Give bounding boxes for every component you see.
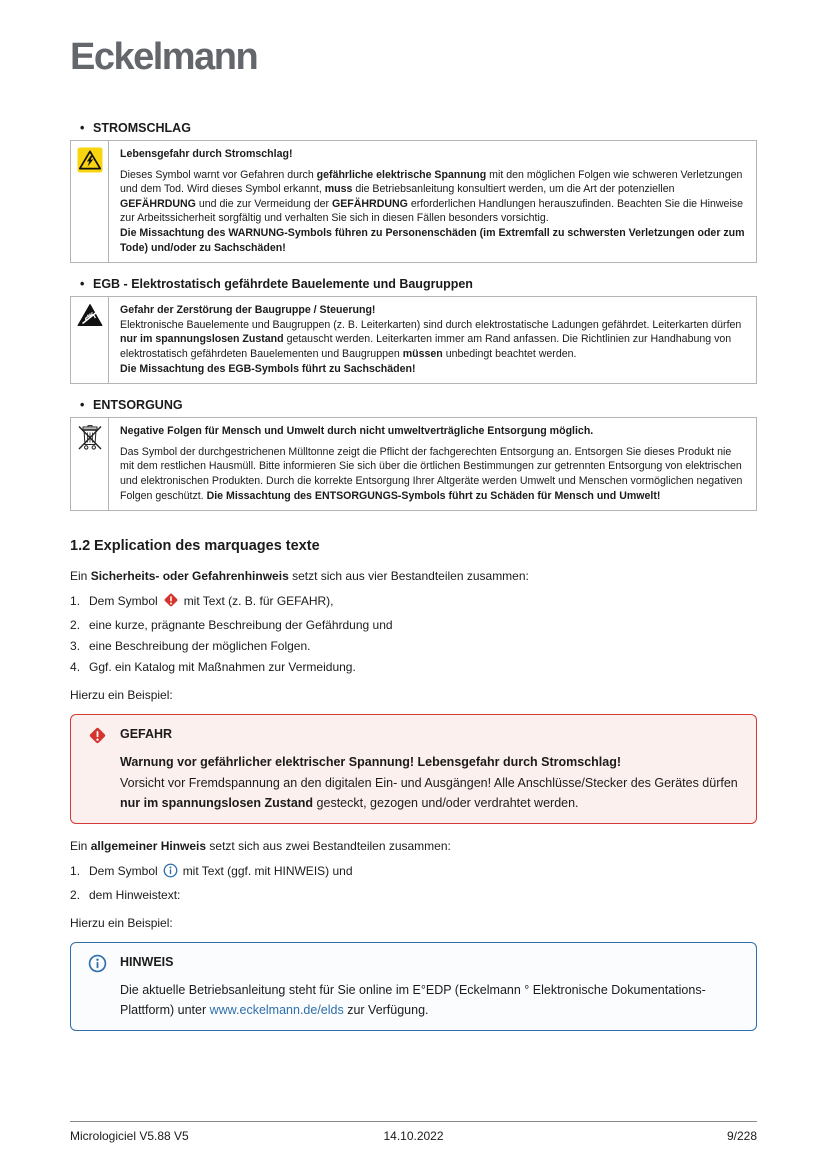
warning-box-stromschlag — [70, 140, 757, 263]
section-heading-egb: • EGB - Elektrostatisch gefährdete Bauelemente und Baugruppen — [80, 277, 757, 291]
danger-diamond-icon — [88, 726, 107, 745]
footer-document-version: Micrologiciel V5.88 V5 — [70, 1129, 189, 1143]
list-item: Ggf. ein Katalog mit Maßnahmen zur Vermeidung. — [89, 660, 356, 675]
hinweis-content — [120, 954, 738, 1021]
weee-crossed-bin-icon — [77, 424, 103, 457]
warning-icon-cell — [71, 297, 109, 383]
hinweis-title: HINWEIS — [120, 954, 174, 969]
safety-intro-paragraph: Ein Sicherheits- oder Gefahrenhinweis setzt sich aus vier Bestandteilen zusammen: — [70, 569, 529, 584]
general-intro-paragraph: Ein allgemeiner Hinweis setzt sich aus zwei Bestandteilen zusammen: — [70, 838, 451, 853]
warning-title: Gefahr der Zerstörung der Baugruppe / Steuerung! — [120, 304, 376, 317]
footer-page-number: 9/228 — [726, 1129, 757, 1143]
section-1-2-heading — [70, 538, 757, 554]
warning-title: Lebensgefahr durch Stromschlag! — [120, 148, 293, 160]
page-footer — [70, 1121, 757, 1143]
warning-box-egb — [70, 296, 757, 384]
section-number: 1.2 — [70, 538, 91, 555]
gefahr-example-box — [70, 714, 757, 824]
section-heading-stromschlag: • STROMSCHLAG — [80, 121, 757, 135]
list-item: Dem Symbol mit Text (z. B. für GEFAHR), — [70, 591, 757, 615]
danger-diamond-icon — [163, 592, 179, 615]
list-item: eine Beschreibung der möglichen Folgen. — [89, 639, 311, 654]
example-label: Hierzu ein Beispiel: — [70, 688, 173, 703]
warning-text — [109, 418, 756, 510]
eckelmann-elds-link[interactable]: www.eckelmann.de/elds — [209, 1003, 344, 1018]
warning-box-entsorgung — [70, 417, 757, 511]
list-item: Dem Symbol mit Text (ggf. mit HINWEIS) und — [70, 861, 757, 885]
general-components-list — [70, 861, 757, 906]
list-item: dem Hinweistext: — [89, 887, 181, 902]
warning-icon-cell — [71, 141, 109, 262]
list-item: eine kurze, prägnante Beschreibung der Gefährdung und — [89, 618, 393, 633]
hinweis-body: Die aktuelle Betriebsanleitung steht für Sie online im E°EDP (Eckelmann ° Elektronische Dokumentations-Plattform) unter www.eckelmann.de/elds zur Verfügung. — [120, 982, 706, 1018]
info-icon — [163, 863, 178, 885]
warning-icon-cell — [71, 418, 109, 510]
example-label: Hierzu ein Beispiel: — [70, 915, 173, 930]
warning-title: Negative Folgen für Mensch und Umwelt durch nicht umweltverträgliche Entsorgung möglich. — [120, 425, 594, 438]
esd-warning-icon — [77, 303, 103, 332]
info-icon — [88, 954, 107, 973]
eckelmann-logo: Eckelmann — [70, 36, 258, 78]
warning-body: Dieses Symbol warnt vor Gefahren durch gefährliche elektrische Spannung mit den möglichen Folgen wie schweren Verletzungen und dem Tod. Wird dieses Symbol erkannt, muss die Betriebsanleitung konsultiert werden, um die Art der potenziellen GEFÄHRDUNG und die zur Vermeidung der GEFÄHRDUNG erforderlichen Handlungen herauszufinden. Beachten Sie die Hinweise zur Arbeitssicherheit sorgfältig und verhalten Sie sich in diesen Fällen besonders vorsichtig. Die Missachtung des WARNUNG-Symbols führen zu Personenschäden (im Extremfall zu schwersten Verletzungen oder zum Tode) und/oder zu Sachschäden! — [120, 168, 745, 254]
warning-text — [109, 297, 756, 383]
gefahr-content — [120, 726, 738, 814]
gefahr-title: GEFAHR — [120, 727, 173, 742]
hinweis-example-box — [70, 942, 757, 1031]
gefahr-body: Warnung vor gefährlicher elektrischer Spannung! Lebensgefahr durch Stromschlag! Vorsicht vor Fremdspannung an den digitalen Ein- und Ausgängen! Alle Anschlüsse/Stecker des Gerätes dürfen nur im spannungslosen Zustand gesteckt, gezogen und/oder verdrahtet werden. — [120, 755, 738, 811]
warning-body: Das Symbol der durchgestrichenen Mülltonne zeigt die Pflicht der fachgerechten Entsorgung an. Entsorgen Sie dieses Produkt nie mit dem restlichen Hausmüll. Bitte informieren Sie sich über die örtlichen Bestimmungen zur getrennten Entsorgung von elektrischen und elektronischen Produkten. Durch die korrekte Entsorgung Ihrer Altgeräte werden Umwelt und Menschen vormöglichen negativen Folgen geschützt. Die Missachtung des ENTSORGUNGS-Symbols führt zu Schäden für Mensch und Umwelt! — [120, 445, 743, 502]
section-title: Explication des marquages texte — [94, 538, 320, 555]
footer-date: 14.10.2022 — [383, 1129, 444, 1143]
safety-components-list — [70, 591, 757, 678]
warning-text — [109, 141, 756, 262]
electric-shock-warning-icon — [77, 147, 103, 178]
warning-body: Elektronische Bauelemente und Baugruppen (z. B. Leiterkarten) sind durch elektrostatische Ladungen gefährdet. Leiterkarten dürfen nur im spannungslosen Zustand getauscht werden. Leiterkarten immer am Rand anfassen. Die Richtlinien zur Handhabung von elektrostatisch gefährdeten Bauelementen und Baugruppen müssen unbedingt beachtet werden. Die Missachtung des EGB-Symbols führt zu Sachschäden! — [120, 318, 742, 375]
section-heading-entsorgung: • ENTSORGUNG — [80, 398, 757, 412]
